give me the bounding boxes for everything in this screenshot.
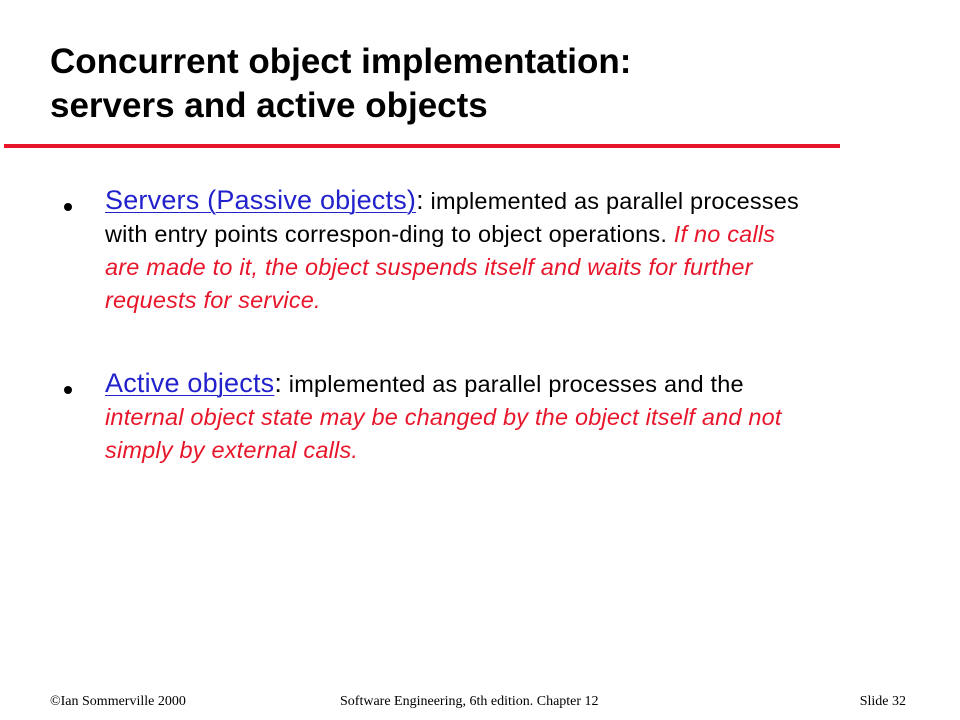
bullet-dot-icon: [64, 386, 72, 394]
bullet-item-active-objects: [64, 367, 804, 507]
footer-copyright: ©Ian Sommerville 2000: [50, 694, 186, 709]
bullet-text: [105, 367, 805, 467]
footer-slide-number: Slide 32: [859, 694, 906, 709]
term-link[interactable]: Servers (Passive objects): [105, 185, 417, 215]
footer-book-title: Software Engineering, 6th edition. Chapter 12: [340, 694, 599, 709]
term-colon: :: [416, 185, 424, 215]
bullet-dot-icon: [64, 203, 72, 211]
title-line-1: Concurrent object implementation:: [50, 42, 632, 81]
bullet-emphasis: internal object state may be changed by the object itself and not simply by external calls.: [105, 404, 782, 463]
bullet-description: implemented as parallel processes with entry points correspon-ding to object operations.: [105, 188, 799, 247]
slide-title: [50, 40, 870, 128]
title-line-2: servers and active objects: [50, 86, 488, 125]
bullet-description: implemented as parallel processes and the: [282, 371, 744, 397]
bullet-text: [105, 184, 805, 317]
bullet-emphasis: If no calls are made to it, the object suspends itself and waits for further requests for service.: [105, 221, 776, 313]
term-link[interactable]: Active objects: [105, 368, 275, 398]
bullet-item-servers: [64, 184, 804, 354]
title-underline-rule: [4, 144, 840, 148]
term-colon: :: [274, 368, 283, 398]
